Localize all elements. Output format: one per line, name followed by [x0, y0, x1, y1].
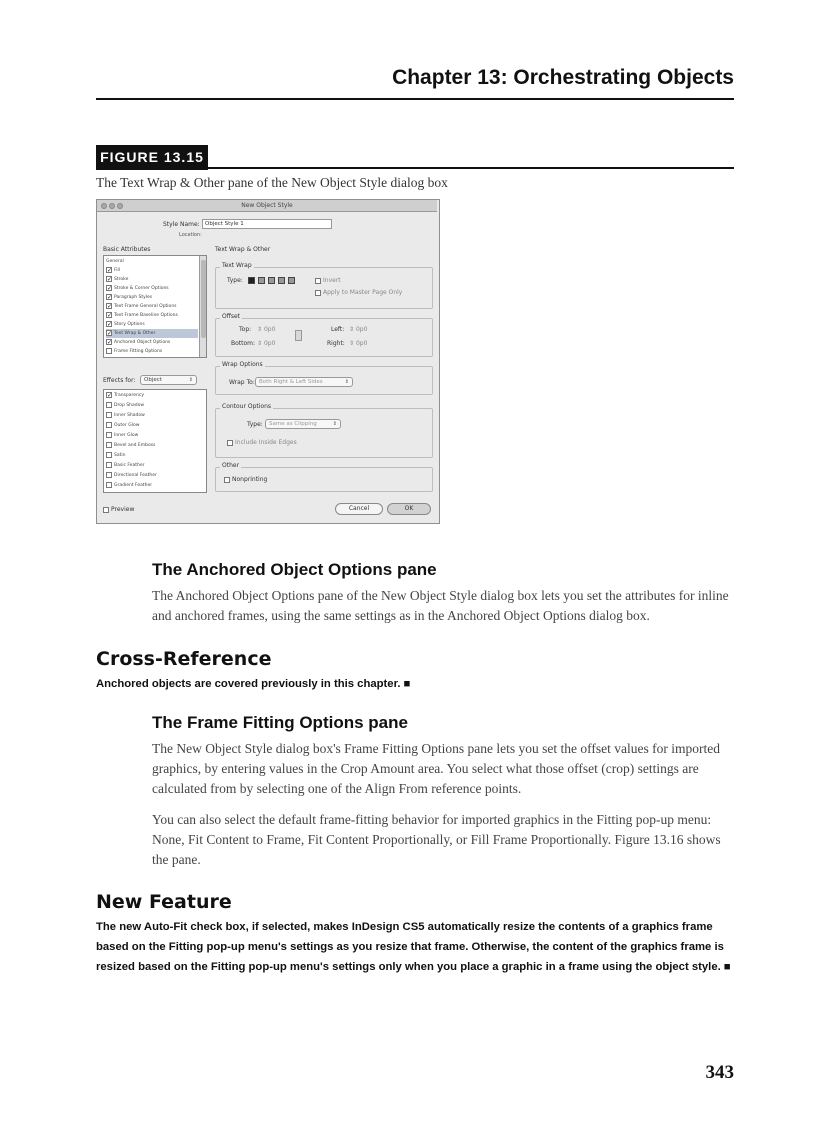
text-wrap-label: Text Wrap [222, 262, 252, 269]
wrap-object-shape-icon[interactable] [268, 277, 275, 284]
no-wrap-icon[interactable] [248, 277, 255, 284]
checkbox[interactable] [106, 442, 112, 448]
checkbox[interactable]: ✓ [107, 302, 113, 310]
list-item[interactable]: Drop Shadow [106, 401, 144, 410]
cross-reference-heading: Cross-Reference [96, 648, 272, 670]
checkbox[interactable]: ✓ [107, 311, 113, 319]
running-head: Chapter 13: Orchestrating Objects [392, 66, 734, 89]
list-item[interactable]: Inner Shadow [106, 411, 145, 420]
checkbox[interactable]: ✓ [107, 284, 113, 292]
checkbox[interactable]: ✓ [107, 266, 113, 274]
checkbox[interactable] [224, 477, 230, 483]
right-label: Right: [327, 340, 345, 347]
updown-arrow-icon: ⇕ [344, 379, 349, 385]
style-name-input[interactable]: Object Style 1 [202, 219, 332, 229]
list-item[interactable]: Bevel and Emboss [106, 441, 155, 450]
text-wrap-group [215, 267, 433, 309]
checkbox[interactable] [106, 462, 112, 468]
style-name-label: Style Name: [163, 221, 200, 228]
wrap-type-label: Type: [227, 277, 243, 284]
list-item[interactable]: ✓ Paragraph Styles [107, 293, 153, 301]
checkbox[interactable]: ✓ [107, 338, 113, 346]
preview-option[interactable]: Preview [103, 506, 134, 513]
effects-for-label: Effects for: [103, 377, 136, 384]
chain-link-icon[interactable] [295, 330, 302, 341]
list-item-selected[interactable]: ✓ Text Wrap & Other [106, 329, 198, 338]
dialog-title: New Object Style [241, 202, 293, 209]
list-item[interactable]: ✓ Story Options [107, 320, 145, 328]
nonprinting-option[interactable]: Nonprinting [224, 476, 267, 483]
bottom-label: Bottom: [231, 340, 256, 347]
checkbox[interactable] [315, 278, 321, 284]
contour-type-label: Type: [247, 421, 263, 428]
list-item-general[interactable]: General [106, 259, 124, 264]
checkbox[interactable]: ✓ [107, 320, 113, 328]
scrollbar-thumb[interactable] [201, 260, 206, 338]
top-label: Top: [239, 326, 252, 333]
checkbox[interactable] [315, 290, 321, 296]
checkbox[interactable] [106, 452, 112, 458]
list-item[interactable]: Gradient Feather [106, 481, 152, 490]
anchored-body: The Anchored Object Options pane of the New Object Style dialog box lets you set the attributes for inline and anchored frames, using the same settings as in the Anchored Object Options dialog box. [152, 588, 729, 623]
top-field[interactable]: ⇕ 0p0 [257, 326, 276, 333]
header-rule [96, 98, 734, 100]
effects-for-select[interactable]: Object ⇕ [140, 375, 197, 385]
dialog-titlebar [97, 200, 437, 212]
frame-fitting-body-2: You can also select the default frame-fitting behavior for imported graphics in the Fitting pop-up menu: None, Fit Content to Frame, Fit Content Proportionally, or Fill Frame Proportionally. Figure 13.16 shows the pane. [152, 812, 721, 867]
left-label: Left: [331, 326, 345, 333]
figure-caption: The Text Wrap & Other pane of the New Object Style dialog box [96, 175, 448, 190]
offset-group [215, 318, 433, 357]
checkbox[interactable] [106, 412, 112, 418]
effects-list[interactable] [103, 389, 207, 493]
list-item[interactable]: ✓ Fill [107, 266, 121, 274]
new-feature-heading: New Feature [96, 891, 232, 913]
figure-label: FIGURE 13.15 [96, 145, 208, 170]
new-object-style-dialog [96, 199, 440, 524]
stepper-icon[interactable]: ⇕ [257, 340, 263, 347]
stepper-icon[interactable]: ⇕ [349, 326, 355, 333]
minimize-window-icon[interactable] [109, 203, 115, 209]
list-item[interactable]: Inner Glow [106, 431, 138, 440]
pane-title: Text Wrap & Other [215, 246, 271, 253]
checkbox[interactable] [103, 507, 109, 513]
list-item[interactable]: ✓ Stroke & Corner Options [107, 284, 169, 292]
invert-option[interactable]: Invert [315, 277, 341, 284]
list-item[interactable]: ✓ Anchored Object Options [107, 338, 171, 346]
checkbox[interactable] [106, 402, 112, 408]
checkbox[interactable] [227, 440, 233, 446]
wrap-options-label: Wrap Options [222, 361, 263, 368]
bottom-field[interactable]: ⇕ 0p0 [257, 340, 276, 347]
page-number: 343 [705, 1062, 734, 1083]
contour-type-select[interactable]: Same as Clipping ⇕ [265, 419, 341, 429]
wrap-bounding-box-icon[interactable] [258, 277, 265, 284]
list-item[interactable]: Outer Glow [106, 421, 139, 430]
wrap-to-select[interactable]: Both Right & Left Sides ⇕ [255, 377, 353, 387]
basic-attributes-label: Basic Attributes [103, 246, 151, 253]
include-inside-edges-option[interactable]: Include Inside Edges [227, 439, 297, 446]
list-item[interactable]: Directional Feather [106, 471, 157, 480]
jump-object-icon[interactable] [278, 277, 285, 284]
frame-fitting-body-1: The New Object Style dialog box's Frame Fitting Options pane lets you set the offset values for imported graphics, by entering values in the Crop Amount area. You select what those offset (crop) settings are calculated from by selecting one of the Align From reference points. [152, 741, 720, 796]
checkbox[interactable]: ✓ [107, 293, 113, 301]
stepper-icon[interactable]: ⇕ [257, 326, 263, 333]
list-item[interactable]: ✓ Transparency [107, 391, 145, 399]
close-window-icon[interactable] [101, 203, 107, 209]
anchored-heading: The Anchored Object Options pane [152, 560, 437, 579]
updown-arrow-icon: ⇕ [188, 377, 193, 383]
list-item[interactable]: ✓ Text Frame Baseline Options [107, 311, 178, 319]
list-item[interactable]: Basic Feather [106, 461, 144, 470]
contour-options-label: Contour Options [222, 403, 272, 410]
list-scrollbar[interactable] [199, 256, 206, 357]
list-item[interactable]: ✓ Stroke [107, 275, 129, 283]
stepper-icon[interactable]: ⇕ [349, 340, 355, 347]
offset-label: Offset [222, 313, 241, 320]
contour-options-group [215, 408, 433, 458]
new-feature-body: The new Auto-Fit check box, if selected, makes InDesign CS5 automatically resize the contents of a graphics frame based on the Fitting pop-up menu's settings as you resize that frame. Otherwise, the content of the graphics frame is resized based on the Fitting pop-up menu's settings only when you place a graphic in a frame using the object style. ■ [96, 921, 731, 973]
updown-arrow-icon: ⇕ [332, 421, 337, 427]
basic-attributes-list[interactable] [103, 255, 207, 358]
list-item[interactable]: ✓ Text Frame General Options [107, 302, 177, 310]
frame-fitting-heading: The Frame Fitting Options pane [152, 713, 408, 732]
cancel-button[interactable]: Cancel [335, 503, 383, 515]
checkbox[interactable] [106, 472, 112, 478]
apply-master-option[interactable]: Apply to Master Page Only [315, 289, 402, 296]
list-item[interactable]: Frame Fitting Options [106, 347, 162, 356]
cross-reference-body: Anchored objects are covered previously in this chapter. ■ [96, 678, 411, 690]
wrap-to-label: Wrap To: [229, 379, 255, 386]
zoom-window-icon[interactable] [117, 203, 123, 209]
figure-rule [208, 167, 734, 169]
other-label: Other [222, 462, 240, 469]
checkbox[interactable]: ✓ [107, 275, 113, 283]
ok-button[interactable]: OK [387, 503, 431, 515]
checkbox[interactable] [106, 432, 112, 438]
checkbox[interactable]: ✓ [107, 391, 113, 399]
left-field[interactable]: ⇕ 0p0 [349, 326, 368, 333]
list-item[interactable]: Satin [106, 451, 125, 460]
jump-next-column-icon[interactable] [288, 277, 295, 284]
right-field[interactable]: ⇕ 0p0 [349, 340, 368, 347]
checkbox[interactable]: ✓ [107, 329, 113, 337]
location-label: Location: [179, 232, 202, 238]
checkbox[interactable] [106, 348, 112, 354]
wrap-type-buttons [248, 277, 298, 286]
checkbox[interactable] [106, 422, 112, 428]
checkbox[interactable] [106, 482, 112, 488]
